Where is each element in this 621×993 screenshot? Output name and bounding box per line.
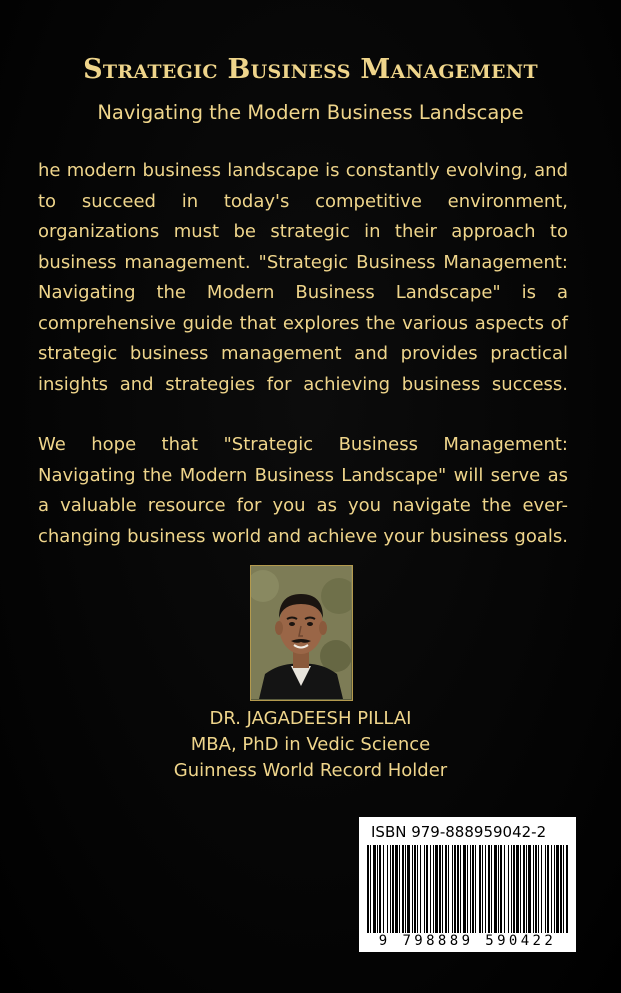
author-distinction: Guinness World Record Holder	[173, 760, 448, 781]
author-credentials: MBA, PhD in Vedic Science	[190, 734, 431, 755]
isbn-digits: 9 798889 590422	[378, 933, 557, 949]
blurb-paragraph-1: he modern business landscape is constantly evolving, and to succeed in today's competitive environment, organizations must be strategic in their approach to business management. "Strategic Business Management: Navigating the Modern Business Landscape" is a comprehensive guide that explores the various aspects of strategic business management and provides practical insights and strategies for achieving business success.	[38, 160, 568, 395]
book-title: Strategic Business Management	[83, 54, 538, 85]
blurb-paragraph-2: We hope that "Strategic Business Management: Navigating the Modern Business Landscape" will serve as a valuable resource for you as you navigate the ever-changing business world and achieve your business goals.	[38, 434, 568, 547]
isbn-label: ISBN 979-888959042-2	[371, 823, 547, 841]
author-photo	[250, 565, 353, 701]
book-subtitle: Navigating the Modern Business Landscape	[97, 101, 524, 124]
barcode-bars	[363, 845, 572, 933]
isbn-barcode	[359, 817, 576, 952]
author-name: DR. JAGADEESH PILLAI	[209, 708, 412, 729]
